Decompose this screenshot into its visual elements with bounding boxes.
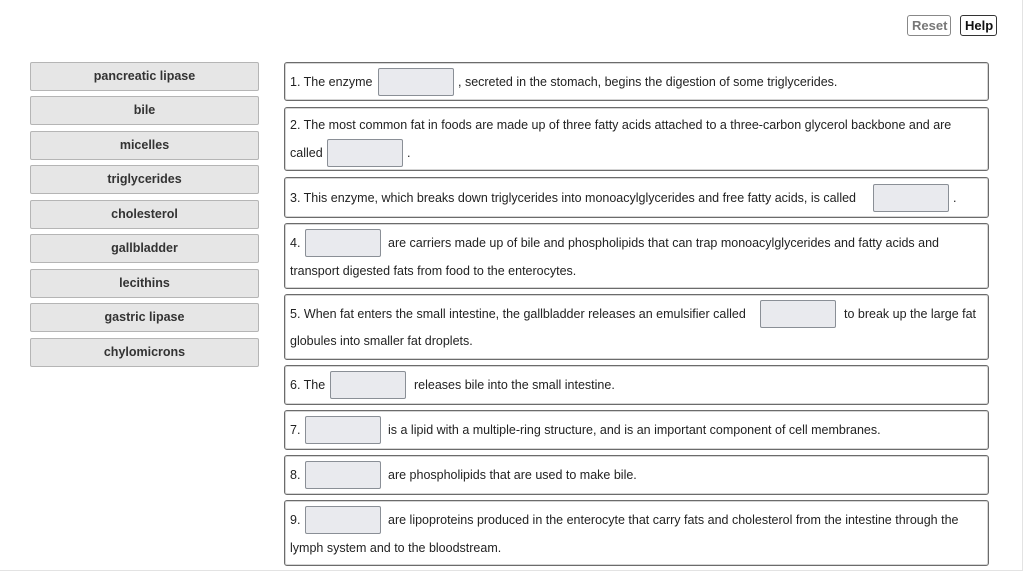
question-5-text-before: 5. When fat enters the small intestine, the gallbladder releases an emulsifier called (290, 307, 746, 321)
question-6-drop-target[interactable] (330, 371, 406, 399)
term-chip-chylomicrons[interactable]: chylomicrons (30, 338, 259, 367)
question-4-drop-target[interactable] (305, 229, 381, 257)
term-chip-gastric-lipase[interactable]: gastric lipase (30, 303, 259, 332)
question-5-text-line2: globules into smaller fat droplets. (290, 334, 473, 348)
question-3-drop-target[interactable] (873, 184, 949, 212)
question-1-text-before: 1. The enzyme (290, 75, 373, 89)
question-2 (284, 107, 989, 171)
question-7 (284, 410, 989, 450)
term-chip-lecithins[interactable]: lecithins (30, 269, 259, 298)
term-chip-pancreatic-lipase[interactable]: pancreatic lipase (30, 62, 259, 91)
question-6 (284, 365, 989, 405)
question-4-text-before: 4. (290, 236, 301, 250)
question-8-drop-target[interactable] (305, 461, 381, 489)
question-4-text-after: are carriers made up of bile and phospholipids that can trap monoacylglycerides and fatty acids and (388, 236, 940, 250)
term-chip-triglycerides[interactable]: triglycerides (30, 165, 259, 194)
question-6-text-after: releases bile into the small intestine. (414, 378, 615, 392)
term-chip-micelles[interactable]: micelles (30, 131, 259, 160)
question-9 (284, 500, 989, 566)
question-2-text-after: . (407, 146, 411, 160)
question-3-text-after: . (953, 191, 957, 205)
question-3-text-before: 3. This enzyme, which breaks down triglycerides into monoacylglycerides and free fatty acids, is called (290, 191, 857, 205)
question-8-text-after: are phospholipids that are used to make bile. (388, 468, 637, 482)
question-5-drop-target[interactable] (760, 300, 836, 328)
question-1-text-after: , secreted in the stomach, begins the digestion of some triglycerides. (458, 75, 838, 89)
question-8-text-before: 8. (290, 468, 301, 482)
question-3 (284, 177, 989, 218)
question-2-text-before: called (290, 146, 323, 160)
question-2-text-line1: 2. The most common fat in foods are made up of three fatty acids attached to a three-carbon glycerol backbone and are (290, 118, 952, 132)
term-chip-bile[interactable]: bile (30, 96, 259, 125)
question-7-text-before: 7. (290, 423, 301, 437)
question-5 (284, 294, 989, 360)
help-button[interactable]: Help (960, 15, 997, 36)
question-1 (284, 62, 989, 101)
question-4 (284, 223, 989, 289)
term-chip-cholesterol[interactable]: cholesterol (30, 200, 259, 229)
question-9-drop-target[interactable] (305, 506, 381, 534)
question-7-text-after: is a lipid with a multiple-ring structure, and is an important component of cell membranes. (388, 423, 881, 437)
reset-button[interactable]: Reset (907, 15, 951, 36)
term-chip-gallbladder[interactable]: gallbladder (30, 234, 259, 263)
question-1-drop-target[interactable] (378, 68, 454, 96)
question-2-drop-target[interactable] (327, 139, 403, 167)
question-9-text-line2: lymph system and to the bloodstream. (290, 541, 502, 555)
question-8 (284, 455, 989, 495)
question-7-drop-target[interactable] (305, 416, 381, 444)
question-6-text-before: 6. The (290, 378, 326, 392)
question-9-text-after: are lipoproteins produced in the enterocyte that carry fats and cholesterol from the intestine through the (388, 513, 959, 527)
question-5-text-after: to break up the large fat (844, 307, 977, 321)
question-9-text-before: 9. (290, 513, 301, 527)
question-4-text-line2: transport digested fats from food to the enterocytes. (290, 264, 577, 278)
